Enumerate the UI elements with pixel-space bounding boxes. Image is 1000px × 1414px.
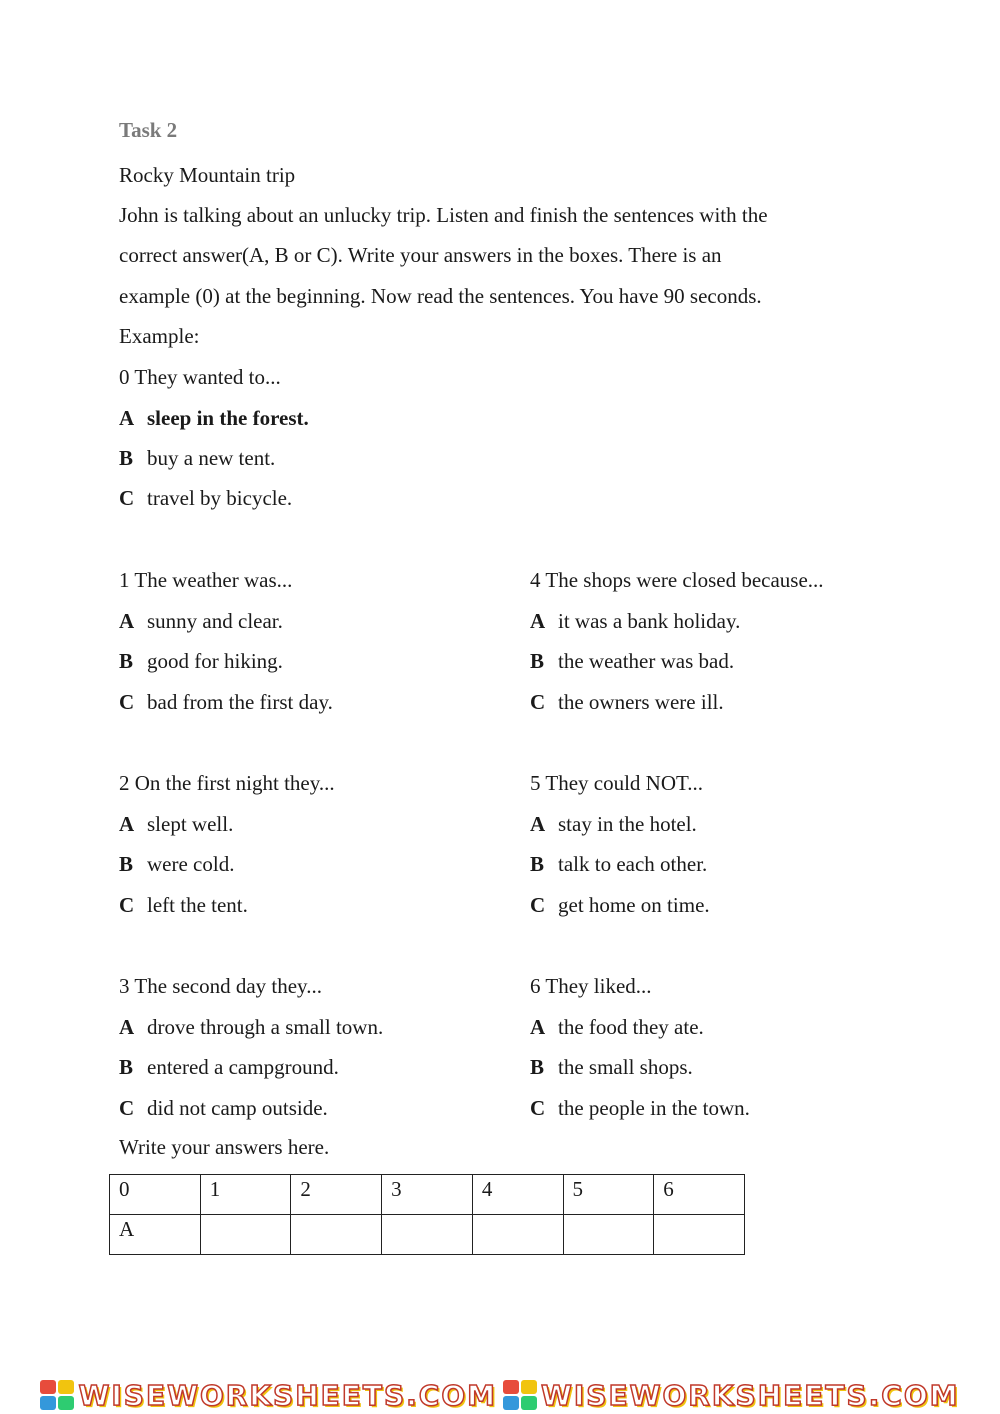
option-text: the owners were ill. <box>558 689 724 714</box>
option-letter: C <box>119 486 135 510</box>
answer-header-cell: 4 <box>472 1175 563 1215</box>
brand-logo-icon <box>503 1380 537 1410</box>
brand-watermark <box>40 1379 497 1412</box>
answer-header-cell: 0 <box>110 1175 201 1215</box>
option-letter: A <box>530 811 546 836</box>
question-option <box>119 811 519 852</box>
question-option <box>530 1014 930 1055</box>
question-stem: 3 The second day they... <box>119 974 322 998</box>
option-text: the people in the town. <box>558 1095 750 1120</box>
answer-cell-4[interactable] <box>472 1215 563 1255</box>
question-option <box>530 892 930 933</box>
brand-text: WISEWORKSHEETS.COM <box>78 1378 497 1412</box>
option-text: talk to each other. <box>558 852 708 876</box>
question-1 <box>119 567 519 729</box>
option-text: travel by bicycle. <box>147 486 293 510</box>
option-text: the food they ate. <box>558 1014 704 1039</box>
question-option <box>530 1095 930 1136</box>
question-option <box>119 892 519 933</box>
option-letter: A <box>530 608 546 633</box>
question-2 <box>119 770 519 932</box>
question-option <box>119 1054 519 1095</box>
example-option-b <box>119 445 275 471</box>
option-letter: A <box>119 608 135 633</box>
option-letter: C <box>530 1095 546 1120</box>
answer-cell-0: A <box>110 1215 201 1255</box>
option-text: slept well. <box>147 811 234 836</box>
question-option <box>530 648 930 689</box>
question-option <box>119 1014 519 1055</box>
option-letter: B <box>530 1055 545 1079</box>
question-option <box>530 608 930 649</box>
option-letter: B <box>119 852 134 876</box>
option-letter: B <box>530 649 545 673</box>
option-letter: A <box>119 406 135 430</box>
question-option <box>530 811 930 852</box>
option-letter: C <box>530 689 546 714</box>
answer-header-cell: 5 <box>563 1175 654 1215</box>
question-option <box>119 608 519 649</box>
option-text: were cold. <box>147 852 235 876</box>
question-3 <box>119 973 519 1135</box>
answer-table <box>109 1174 745 1255</box>
option-letter: B <box>119 1055 134 1079</box>
answer-cell-1[interactable] <box>200 1215 291 1255</box>
answer-header-cell: 1 <box>200 1175 291 1215</box>
answer-header-cell: 2 <box>291 1175 382 1215</box>
instruction-line: correct answer(A, B or C). Write your answers in the boxes. There is an <box>119 243 722 267</box>
question-option <box>119 851 519 892</box>
question-option <box>119 1095 519 1136</box>
example-label: Example: <box>119 324 200 348</box>
question-5 <box>530 770 930 932</box>
answer-cell-6[interactable] <box>654 1215 745 1255</box>
option-text: drove through a small town. <box>147 1014 384 1039</box>
example-stem: 0 They wanted to... <box>119 365 281 389</box>
task-title: Task 2 <box>119 118 178 142</box>
answer-value-row <box>110 1215 745 1255</box>
option-letter: C <box>119 892 135 917</box>
question-4 <box>530 567 930 729</box>
question-option <box>530 1054 930 1095</box>
example-option-c <box>119 485 292 511</box>
answer-header-cell: 3 <box>382 1175 473 1215</box>
option-text: the weather was bad. <box>558 649 735 673</box>
question-option <box>119 648 519 689</box>
answer-cell-2[interactable] <box>291 1215 382 1255</box>
option-text: entered a campground. <box>147 1055 339 1079</box>
answer-cell-5[interactable] <box>563 1215 654 1255</box>
option-letter: C <box>530 892 546 917</box>
brand-watermark <box>503 1379 960 1412</box>
question-stem: 5 They could NOT... <box>530 771 704 795</box>
option-letter: C <box>119 689 135 714</box>
answer-header-row <box>110 1175 745 1215</box>
question-stem: 2 On the first night they... <box>119 771 335 795</box>
option-text: good for hiking. <box>147 649 283 673</box>
option-letter: B <box>119 446 134 470</box>
option-text: sleep in the forest. <box>147 406 309 430</box>
option-letter: A <box>530 1014 546 1039</box>
example-option-a <box>119 405 309 431</box>
option-text: stay in the hotel. <box>558 811 697 836</box>
answers-prompt: Write your answers here. <box>119 1135 330 1159</box>
brand-text: WISEWORKSHEETS.COM <box>541 1378 960 1412</box>
option-letter: A <box>119 811 135 836</box>
option-text: sunny and clear. <box>147 608 283 633</box>
question-stem: 1 The weather was... <box>119 568 293 592</box>
option-text: left the tent. <box>147 892 248 917</box>
instruction-line: John is talking about an unlucky trip. Listen and finish the sentences with the <box>119 203 768 227</box>
option-text: bad from the first day. <box>147 689 333 714</box>
option-letter: B <box>530 852 545 876</box>
option-text: buy a new tent. <box>147 446 276 470</box>
answer-cell-3[interactable] <box>382 1215 473 1255</box>
question-stem: 4 The shops were closed because... <box>530 568 824 592</box>
option-text: it was a bank holiday. <box>558 608 741 633</box>
footer-watermark <box>0 1376 1000 1414</box>
answer-header-cell: 6 <box>654 1175 745 1215</box>
option-letter: B <box>119 649 134 673</box>
instruction-line: example (0) at the beginning. Now read the sentences. You have 90 seconds. <box>119 284 762 308</box>
task-subtitle: Rocky Mountain trip <box>119 163 296 187</box>
brand-logo-icon <box>40 1380 74 1410</box>
option-text: the small shops. <box>558 1055 693 1079</box>
option-letter: A <box>119 1014 135 1039</box>
question-option <box>530 851 930 892</box>
question-option <box>119 689 519 730</box>
question-stem: 6 They liked... <box>530 974 652 998</box>
question-option <box>530 689 930 730</box>
option-letter: C <box>119 1095 135 1120</box>
option-text: get home on time. <box>558 892 710 917</box>
question-6 <box>530 973 930 1135</box>
option-text: did not camp outside. <box>147 1095 328 1120</box>
